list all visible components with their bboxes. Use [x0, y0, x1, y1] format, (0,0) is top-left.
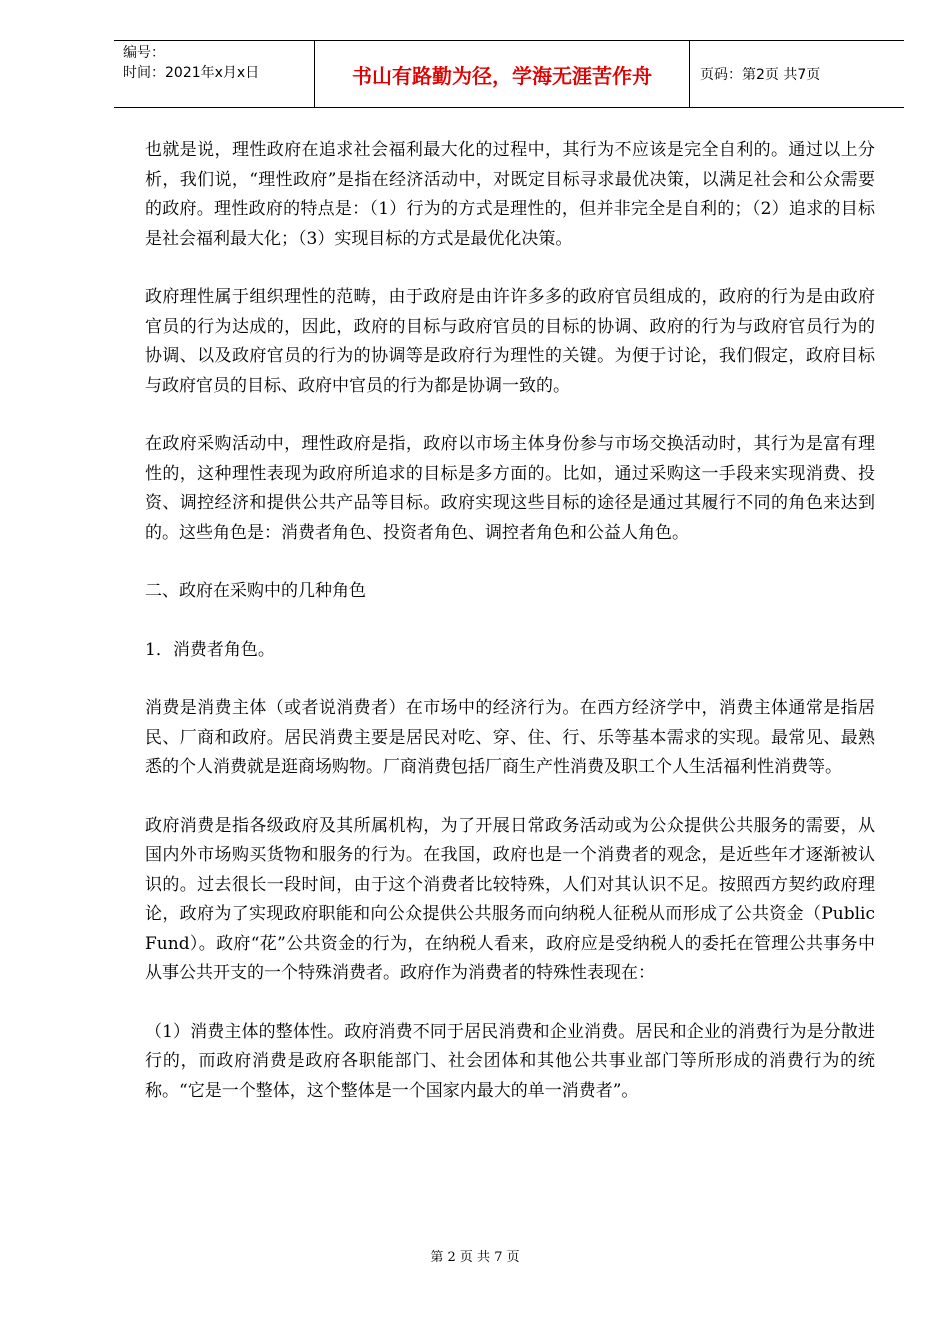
section-heading: 二、政府在采购中的几种角色	[145, 581, 366, 601]
paragraph: 消费是消费主体（或者说消费者）在市场中的经济行为。在西方经济学中，消费主体通常是指居民、厂商和政府。居民消费主要是居民对吃、穿、住、行、乐等基本需求的实现。最常见、最熟悉的个人消费就是逛商场购物。厂商消费包括厂商生产性消费及职工个人生活福利性消费等。	[145, 698, 875, 777]
paragraph: 政府消费是指各级政府及其所属机构，为了开展日常政务活动或为公众提供公共服务的需要，从国内外市场购买货物和服务的行为。在我国，政府也是一个消费者的观念，是近些年才逐渐被认识的。过去很长一段时间，由于这个消费者比较特殊，人们对其认识不足。按照西方契约政府理论，政府为了实现政府职能和向公众提供公共服务而向纳税人征税从而形成了公共资金（Public Fund）。政府“花”公共资金的行为，在纳税人看来，政府应是受纳税人的委托在管理公共事务中从事公共开支的一个特殊消费者。政府作为消费者的特殊性表现在：	[145, 815, 875, 983]
paragraph: 政府理性属于组织理性的范畴，由于政府是由许许多多的政府官员组成的，政府的行为是由政府官员的行为达成的，因此，政府的目标与政府官员的目标的协调、政府的行为与政府官员行为的协调、以及政府官员的行为的协调等是政府行为理性的关键。为便于讨论，我们假定，政府目标与政府官员的目标、政府中官员的行为都是协调一致的。	[145, 287, 875, 396]
paragraph: （1）消费主体的整体性。政府消费不同于居民消费和企业消费。居民和企业的消费行为是分散进行的，而政府消费是政府各职能部门、社会团体和其他公共事业部门等所形成的消费行为的统称。“它是一个整体，这个整体是一个国家内最大的单一消费者”。	[145, 1021, 875, 1101]
subsection-heading: 1．消费者角色。	[145, 639, 275, 660]
paragraph: 在政府采购活动中，理性政府是指，政府以市场主体身份参与市场交换活动时，其行为是富有理性的，这种理性表现为政府所追求的目标是多方面的。比如，通过采购这一手段来实现消费、投资、调控经济和提供公共产品等目标。政府实现这些目标的途径是通过其履行不同的角色来达到的。这些角色是：消费者角色、投资者角色、调控者角色和公益人角色。	[145, 434, 875, 543]
page-footer: 第 2 页 共 7 页	[430, 1250, 520, 1265]
header-meta	[114, 41, 315, 107]
document-body	[145, 136, 875, 1135]
header-page-number: 页码：第2页 共7页	[700, 67, 821, 83]
header-motto: 书山有路勤为径，学海无涯苦作舟	[315, 41, 690, 107]
page-header	[114, 40, 904, 108]
paragraph: 也就是说，理性政府在追求社会福利最大化的过程中，其行为不应该是完全自利的。通过以上分析，我们说，“理性政府”是指在经济活动中，对既定目标寻求最优决策，以满足社会和公众需要的政府。理性政府的特点是：（1）行为的方式是理性的，但并非完全是自利的；（2）追求的目标是社会福利最大化；（3）实现目标的方式是最优化决策。	[145, 140, 875, 249]
serial-number-label: 编号：	[123, 45, 165, 61]
time-label: 时间：2021年x月x日	[123, 65, 260, 81]
